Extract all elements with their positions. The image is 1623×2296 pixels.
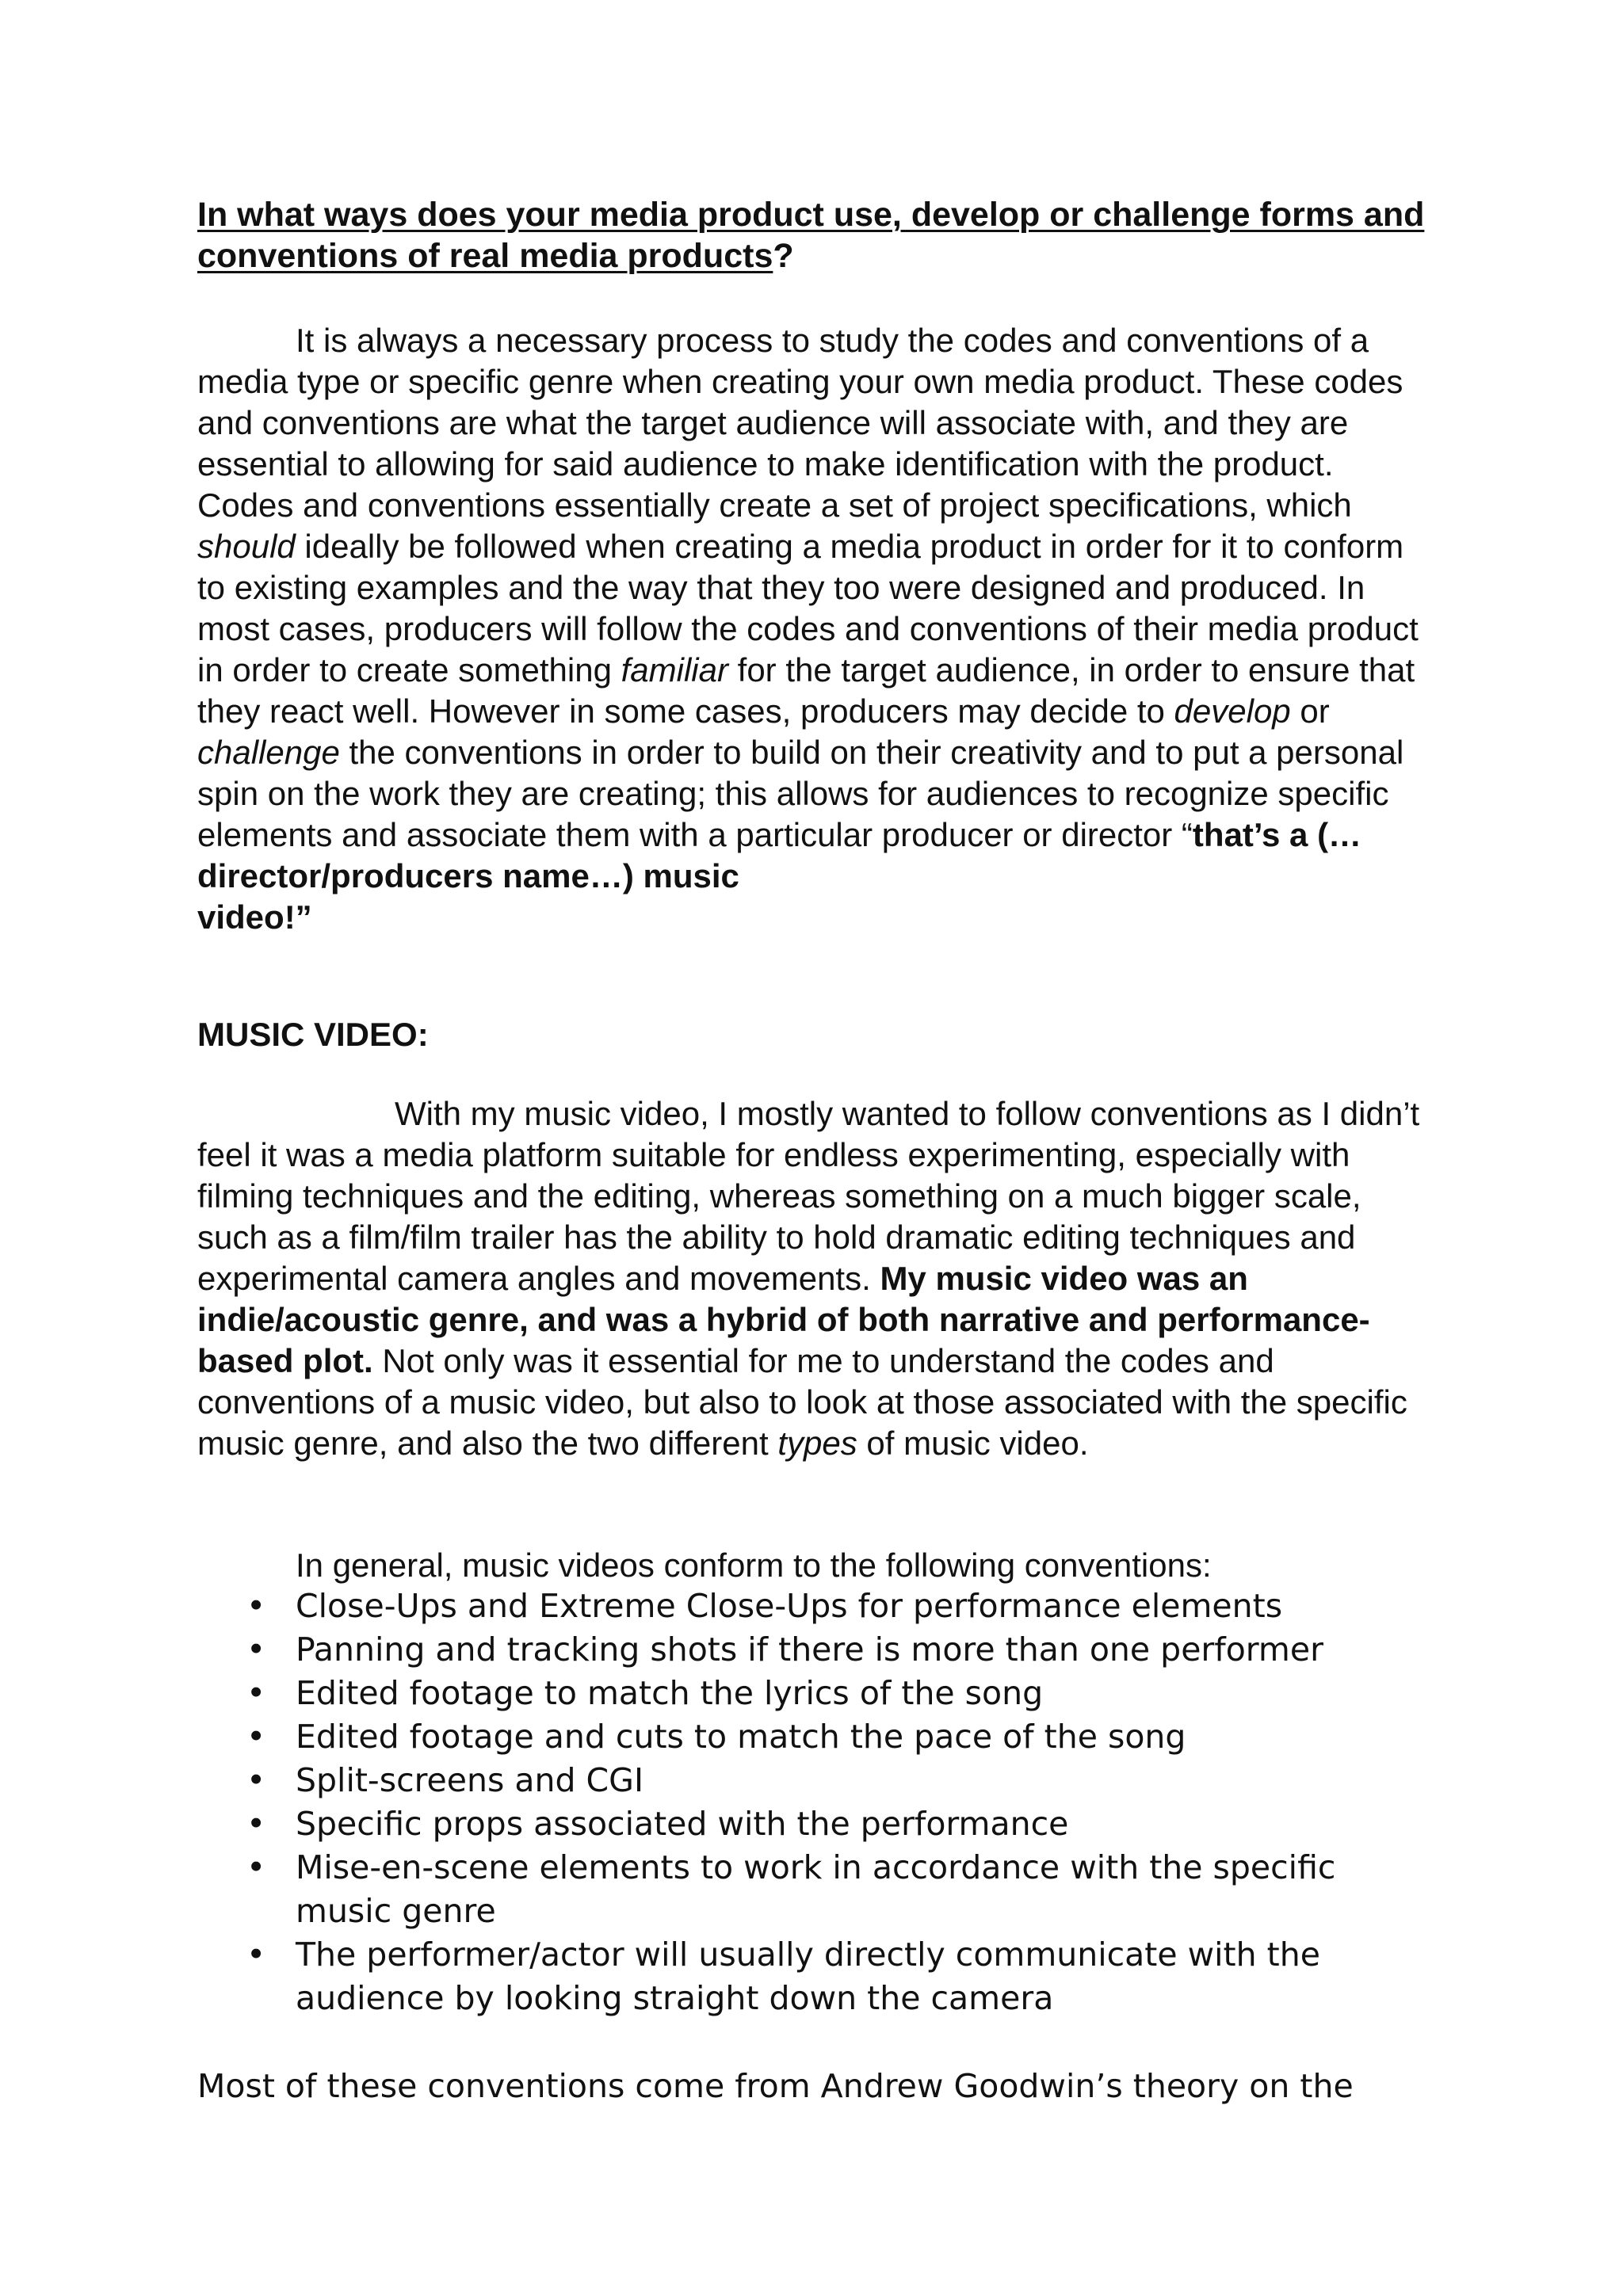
conventions-intro: In general, music videos conform to the following conventions: <box>296 1547 1212 1584</box>
music-video-bold-genre: My music video was an indie/acoustic genre, and was a hybrid of both narrative and performance-based plot. <box>197 1260 1370 1379</box>
list-item-text: Panning and tracking shots if there is more than one performer <box>296 1630 1323 1669</box>
list-item <box>197 1933 1434 2020</box>
intro-text-1: It is always a necessary process to study the codes and conventions of a media type or specific genre when creating your own media product. These codes and conventions are what the target audience will associate with, and they are essential to allowing for said audience to make identification with the product. Codes and conventions essentially create a set of project specifications, which <box>197 322 1403 524</box>
list-item-text: Close-Ups and Extreme Close-Ups for performance elements <box>296 1587 1283 1625</box>
intro-italic-develop: develop <box>1174 692 1291 730</box>
music-video-text-3: of music video. <box>857 1425 1089 1462</box>
title-question-mark: ? <box>773 237 794 275</box>
music-video-paragraph <box>197 1093 1434 1464</box>
intro-italic-challenge: challenge <box>197 734 340 771</box>
intro-text-2: ideally be followed when creating a media product in order for it to conform to existing examples and the way that they too were designed and produced. In most cases, producers will follow the codes and conventions of their media product in order to create something <box>197 528 1419 688</box>
intro-text-3: for the target audience, in order to ensure that they react well. However in some cases, producers may decide to <box>197 651 1415 730</box>
bullet-icon: • <box>246 1936 266 1974</box>
music-video-text-2: Not only was it essential for me to understand the codes and conventions of a music video, but also to look at those associated with the specific music genre, and also the two different <box>197 1342 1407 1462</box>
intro-bold-quote-1: that’s a (…director/producers name…) music <box>197 816 1362 894</box>
list-item <box>197 1672 1434 1715</box>
bullet-icon: • <box>246 1848 266 1886</box>
bullet-icon: • <box>246 1805 266 1843</box>
conventions-list <box>197 1585 1434 2020</box>
list-item <box>197 1846 1434 1933</box>
music-video-italic-types: types <box>777 1425 857 1462</box>
bullet-icon: • <box>246 1674 266 1712</box>
list-item-text: Specific props associated with the performance <box>296 1805 1069 1843</box>
closing-line: Most of these conventions come from Andrew Goodwin’s theory on the <box>197 2067 1354 2105</box>
list-item <box>197 1802 1434 1846</box>
music-video-text-1: With my music video, I mostly wanted to follow conventions as I didn’t feel it was a media platform suitable for endless experimenting, especially with filming techniques and the editing, whereas something on a much bigger scale, such as a film/film trailer has the ability to hold dramatic editing techniques and experimental camera angles and movements. <box>197 1095 1420 1297</box>
intro-italic-familiar: familiar <box>621 651 728 688</box>
bullet-icon: • <box>246 1761 266 1799</box>
intro-italic-should: should <box>197 528 296 565</box>
essay-question-title <box>197 194 1434 277</box>
list-item-text: Edited footage to match the lyrics of the song <box>296 1674 1044 1712</box>
intro-text-5: the conventions in order to build on their creativity and to put a personal spin on the work they are creating; this allows for audiences to recognize specific elements and associate them with a particular producer or director “ <box>197 734 1404 853</box>
list-item <box>197 1585 1434 1628</box>
bullet-icon: • <box>246 1630 266 1669</box>
intro-text-4: or <box>1290 692 1330 730</box>
list-item-text: The performer/actor will usually directly communicate with the audience by looking straight down the camera <box>296 1936 1320 2017</box>
list-item <box>197 1759 1434 1802</box>
bullet-icon: • <box>246 1587 266 1625</box>
list-item-text: Edited footage and cuts to match the pace of the song <box>296 1718 1186 1756</box>
title-underlined-text: In what ways does your media product use, develop or challenge forms and conventions of real media products <box>197 196 1425 275</box>
list-item <box>197 1715 1434 1759</box>
list-item <box>197 1628 1434 1672</box>
bullet-icon: • <box>246 1718 266 1756</box>
intro-paragraph <box>197 320 1434 938</box>
intro-bold-quote-2: video!” <box>197 898 312 936</box>
music-video-heading: MUSIC VIDEO: <box>197 1016 429 1053</box>
list-item-text: Mise-en-scene elements to work in accordance with the specific music genre <box>296 1848 1336 1930</box>
list-item-text: Split-screens and CGI <box>296 1761 644 1799</box>
